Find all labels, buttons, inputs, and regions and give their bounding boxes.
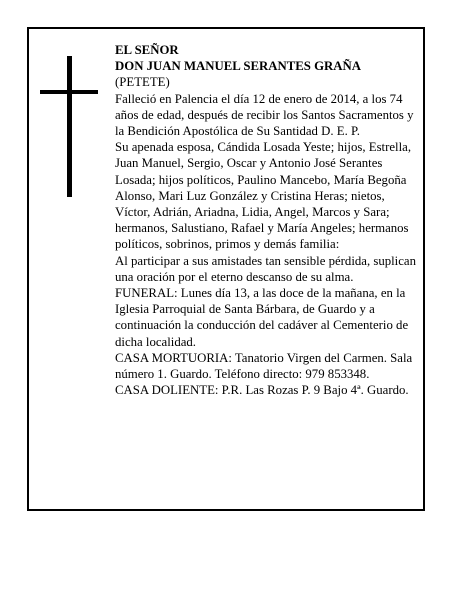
obituary-text [115, 42, 420, 398]
death-announcement: Falleció en Palencia el día 12 de enero de 2014, a los 74 años de edad, después de recibir los Santos Sacramentos y la Bendición Apostólica de Su Santidad D. E. P. [115, 91, 414, 139]
cross-vertical-bar [67, 56, 72, 197]
title: EL SEÑOR [115, 43, 179, 57]
nickname: (PETETE) [115, 75, 170, 90]
funeral-home-info: CASA MORTUORIA: Tanatorio Virgen del Carmen. Sala número 1. Guardo. Teléfono directo: 979 853348. [115, 350, 413, 382]
cross-horizontal-bar [40, 90, 98, 94]
prayer-request: Al participar a sus amistades tan sensible pérdida, suplican una oración por el eterno descanso de su alma. [115, 253, 416, 284]
deceased-name: DON JUAN MANUEL SERANTES GRAÑA [115, 59, 362, 74]
obituary-notice [27, 27, 425, 511]
family-list: Su apenada esposa, Cándida Losada Yeste; hijos, Estrella, Juan Manuel, Sergio, Oscar y Antonio José Serantes Losada; hijos políticos, Paulino Mancebo, María Begoña Alonso, Mari Luz González y Cristina Heras; nietos, Víctor, Adrián, Ariadna, Lidia, Angel, Marcos y Sara; hermanos, Salustiano, Rafael y María Angeles; hermanos políticos, sobrinos, primos y demás familia: [115, 140, 412, 252]
funeral-info: FUNERAL: Lunes día 13, a las doce de la mañana, en la Iglesia Parroquial de Santa Bárbara, de Guardo y a continuación la conducción del cadáver al Cementerio de dicha localidad. [115, 286, 409, 349]
family-home-info: CASA DOLIENTE: P.R. Las Rozas P. 9 Bajo 4ª. Guardo. [115, 383, 409, 398]
